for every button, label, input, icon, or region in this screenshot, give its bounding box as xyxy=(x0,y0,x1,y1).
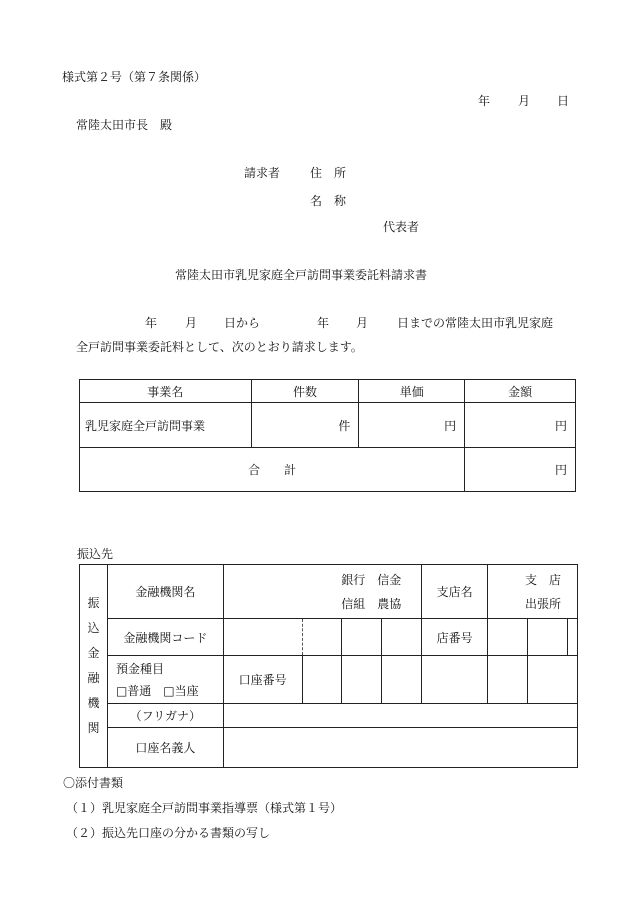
code-digit-4[interactable] xyxy=(382,619,422,656)
deposit-type-cell[interactable]: 預金種目 □普通 □当座 xyxy=(107,656,223,704)
project-name: 乳児家庭全戸訪問事業 xyxy=(80,403,252,448)
account-digit-5[interactable] xyxy=(488,656,528,704)
from-month: 月 xyxy=(185,316,198,330)
branch-name-cell[interactable]: 支 店 出張所 xyxy=(488,565,578,619)
body-line-2: 全戸訪問事業委託料として、次のとおり請求します。 xyxy=(76,340,363,354)
code-digit-3[interactable] xyxy=(342,619,382,656)
date-month: 月 xyxy=(518,94,531,108)
account-digit-2[interactable] xyxy=(342,656,382,704)
account-digit-3[interactable] xyxy=(382,656,422,704)
amount-cell[interactable]: 円 xyxy=(465,403,576,448)
form-number: 様式第２号（第７条関係） xyxy=(62,70,207,84)
branch-digit-3[interactable] xyxy=(567,619,577,656)
count-cell[interactable]: 件 xyxy=(251,403,359,448)
from-day: 日から xyxy=(224,316,261,330)
account-digit-4[interactable] xyxy=(422,656,488,704)
bank-heading: 振込先 xyxy=(77,547,114,561)
header-unit-price: 単価 xyxy=(359,380,465,403)
to-year: 年 xyxy=(317,316,330,330)
total-amount-cell[interactable]: 円 xyxy=(465,448,576,492)
billing-table xyxy=(79,379,576,492)
representative-label: 代表者 xyxy=(383,220,420,234)
addressee: 常陸太田市長 殿 xyxy=(76,118,173,132)
date-year: 年 xyxy=(478,94,491,108)
document-title: 常陸太田市乳児家庭全戸訪問事業委託料請求書 xyxy=(175,268,428,282)
attachments-heading: 〇添付書類 xyxy=(63,776,124,790)
unit-price-cell[interactable]: 円 xyxy=(359,403,465,448)
code-label: 金融機関コード xyxy=(107,619,223,656)
account-digit-6[interactable] xyxy=(528,656,578,704)
bank-table xyxy=(79,564,578,768)
bank-side-label: 振 込 金 融 機 関 xyxy=(80,565,108,768)
holder-input-cell[interactable] xyxy=(223,728,577,768)
kana-label: （フリガナ） xyxy=(107,704,223,728)
deposit-options: □普通 □当座 xyxy=(115,683,199,698)
header-amount: 金額 xyxy=(465,380,576,403)
attachment-item-2: （２）振込先口座の分かる書類の写し xyxy=(66,826,271,840)
code-digit-2[interactable] xyxy=(302,619,342,656)
attachment-item-1: （１）乳児家庭全戸訪問事業指導票（様式第１号） xyxy=(66,801,343,815)
from-year: 年 xyxy=(145,316,158,330)
account-number-label: 口座番号 xyxy=(223,656,302,704)
branch-label: 支店名 xyxy=(422,565,488,619)
header-project: 事業名 xyxy=(80,380,252,403)
address-label: 住 所 xyxy=(310,166,347,180)
holder-label: 口座名義人 xyxy=(107,728,223,768)
date-day: 日 xyxy=(557,94,570,108)
header-count: 件数 xyxy=(251,380,359,403)
kana-input-cell[interactable] xyxy=(223,704,577,728)
code-digit-1[interactable] xyxy=(223,619,302,656)
institution-name-cell[interactable]: 銀行 信金 信組 農協 xyxy=(223,565,422,619)
institution-label: 金融機関名 xyxy=(107,565,223,619)
account-digit-1[interactable] xyxy=(302,656,342,704)
branch-digit-2[interactable] xyxy=(528,619,568,656)
branch-digit-1[interactable] xyxy=(488,619,528,656)
requester-label: 請求者 xyxy=(244,166,281,180)
total-label: 合 計 xyxy=(80,448,465,492)
to-day: 日までの常陸太田市乳児家庭 xyxy=(397,316,554,330)
branch-number-label: 店番号 xyxy=(422,619,488,656)
name-label: 名 称 xyxy=(310,194,347,208)
to-month: 月 xyxy=(356,316,369,330)
